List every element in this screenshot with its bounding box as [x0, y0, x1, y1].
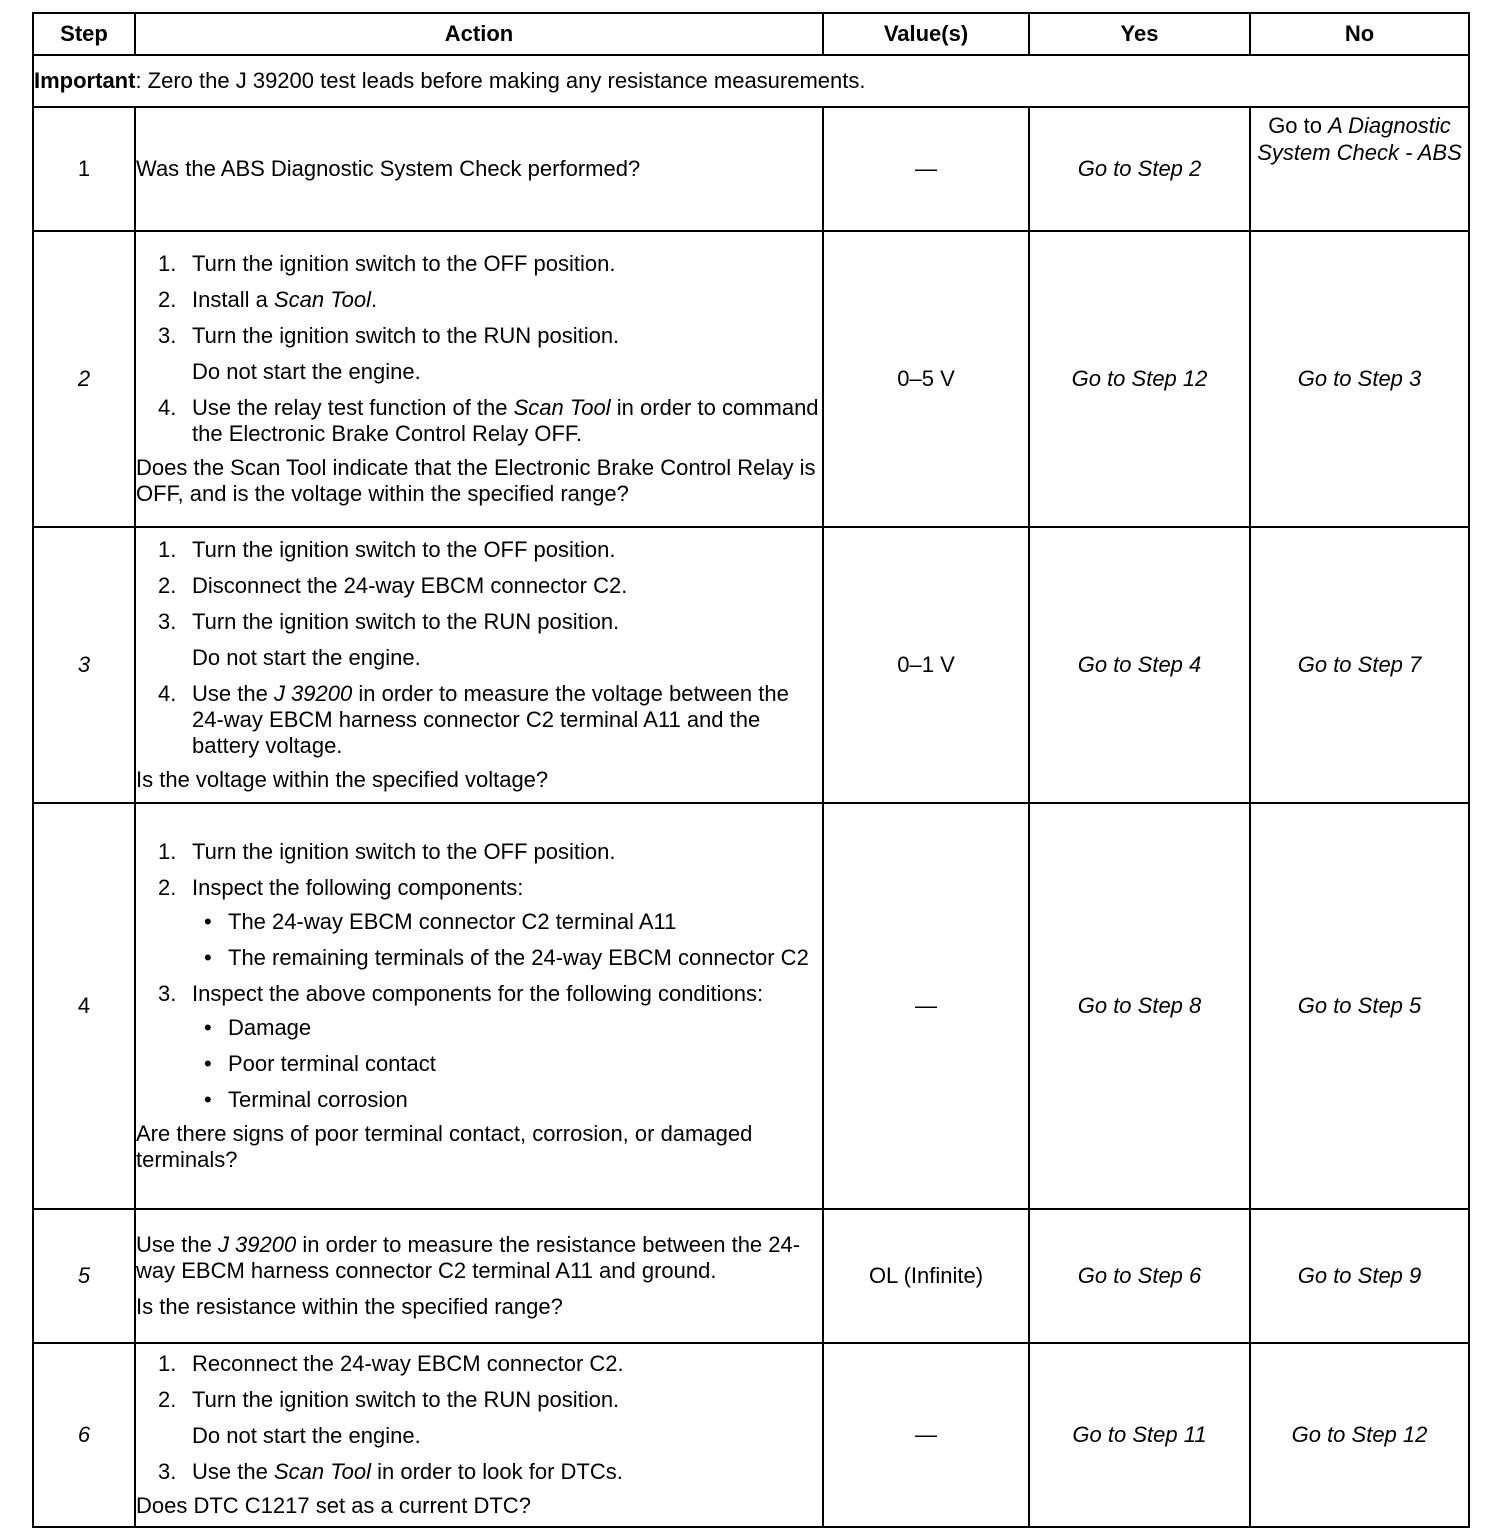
no-prefix: Go to	[1268, 113, 1329, 138]
question: Does the Scan Tool indicate that the Electronic Brake Control Relay is OFF, and is the voltage within the specified range?	[136, 455, 816, 506]
action-step: 1. Turn the ignition switch to the OFF position.	[158, 839, 616, 864]
yes-cell: Go to Step 11	[1029, 1343, 1250, 1527]
value-cell: —	[823, 803, 1029, 1209]
action-step: 3. Inspect the above components for the following conditions: • Damage • Poor terminal contact • Terminal corrosion	[136, 981, 822, 1113]
question: Is the resistance within the specified range?	[136, 1294, 563, 1319]
list-item: • The remaining terminals of the 24-way EBCM connector C2	[204, 945, 809, 970]
action-cell	[135, 1209, 823, 1343]
header-row	[33, 13, 1469, 55]
no-cell: Go to Step 7	[1250, 527, 1469, 803]
step-number: 4	[33, 803, 135, 1209]
action-step: 3. Use the Scan Tool in order to look for DTCs.	[158, 1459, 623, 1484]
important-note-row	[33, 55, 1469, 107]
header-values: Value(s)	[823, 13, 1029, 55]
action-cell	[135, 803, 823, 1209]
table-row	[33, 1343, 1469, 1527]
action-step: 4. Use the relay test function of the Scan Tool in order to command the Electronic Brake Control Relay OFF.	[158, 395, 819, 446]
list-item: • Terminal corrosion	[204, 1087, 408, 1112]
no-link: A Diagnostic System Check - ABS	[1257, 113, 1462, 165]
value-cell: 0–5 V	[823, 231, 1029, 527]
no-cell	[1250, 107, 1469, 231]
action-step: 1. Reconnect the 24-way EBCM connector C2.	[158, 1351, 624, 1376]
question: Is the voltage within the specified voltage?	[136, 767, 549, 792]
header-action: Action	[135, 13, 823, 55]
action-cell	[135, 231, 823, 527]
action-cell	[135, 107, 823, 231]
value-cell: 0–1 V	[823, 527, 1029, 803]
yes-cell: Go to Step 2	[1029, 107, 1250, 231]
action-step: 1. Turn the ignition switch to the OFF position.	[158, 537, 616, 562]
important-text: : Zero the J 39200 test leads before making any resistance measurements.	[135, 68, 866, 93]
step-number: 2	[33, 231, 135, 527]
action-step: 3. Turn the ignition switch to the RUN position. Do not start the engine.	[158, 323, 620, 384]
no-cell: Go to Step 12	[1250, 1343, 1469, 1527]
important-label: Important	[34, 68, 136, 93]
step-number: 6	[33, 1343, 135, 1527]
no-cell: Go to Step 5	[1250, 803, 1469, 1209]
question: Does DTC C1217 set as a current DTC?	[136, 1493, 531, 1518]
action-step: 2. Turn the ignition switch to the RUN position. Do not start the engine.	[158, 1387, 620, 1448]
no-cell: Go to Step 3	[1250, 231, 1469, 527]
action-text: Use the J 39200 in order to measure the resistance between the 24-way EBCM harness connector C2 terminal A11 and ground.	[136, 1232, 801, 1283]
yes-cell: Go to Step 8	[1029, 803, 1250, 1209]
step-number: 1	[33, 107, 135, 231]
header-step: Step	[33, 13, 135, 55]
yes-cell: Go to Step 12	[1029, 231, 1250, 527]
action-step: 3. Turn the ignition switch to the RUN position. Do not start the engine.	[158, 609, 620, 670]
question: Was the ABS Diagnostic System Check performed?	[136, 156, 641, 181]
question: Are there signs of poor terminal contact, corrosion, or damaged terminals?	[136, 1121, 753, 1172]
table-row	[33, 1209, 1469, 1343]
action-cell	[135, 1343, 823, 1527]
list-item: • The 24-way EBCM connector C2 terminal A11	[204, 909, 677, 934]
value-cell: —	[823, 1343, 1029, 1527]
step-number: 3	[33, 527, 135, 803]
table-row	[33, 803, 1469, 1209]
action-step: 4. Use the J 39200 in order to measure the voltage between the 24-way EBCM harness connector C2 terminal A11 and the battery voltage.	[158, 681, 789, 758]
list-item: • Poor terminal contact	[204, 1051, 436, 1076]
value-cell: OL (Infinite)	[823, 1209, 1029, 1343]
yes-cell: Go to Step 4	[1029, 527, 1250, 803]
list-item: • Damage	[204, 1015, 312, 1040]
header-no: No	[1250, 13, 1469, 55]
value-cell: —	[823, 107, 1029, 231]
header-yes: Yes	[1029, 13, 1250, 55]
action-step: 1. Turn the ignition switch to the OFF position.	[158, 251, 616, 276]
action-cell	[135, 527, 823, 803]
action-step: 2. Inspect the following components: • The 24-way EBCM connector C2 terminal A11 • The remaining terminals of the 24-way EBCM connector C2	[136, 875, 822, 971]
action-step: 2. Disconnect the 24-way EBCM connector C2.	[158, 573, 628, 598]
no-cell: Go to Step 9	[1250, 1209, 1469, 1343]
step-number: 5	[33, 1209, 135, 1343]
table-row	[33, 527, 1469, 803]
table-row	[33, 107, 1469, 231]
diagnostic-table	[32, 12, 1470, 1528]
important-note	[33, 55, 1469, 107]
table-row	[33, 231, 1469, 527]
action-step: 2. Install a Scan Tool.	[158, 287, 378, 312]
yes-cell: Go to Step 6	[1029, 1209, 1250, 1343]
